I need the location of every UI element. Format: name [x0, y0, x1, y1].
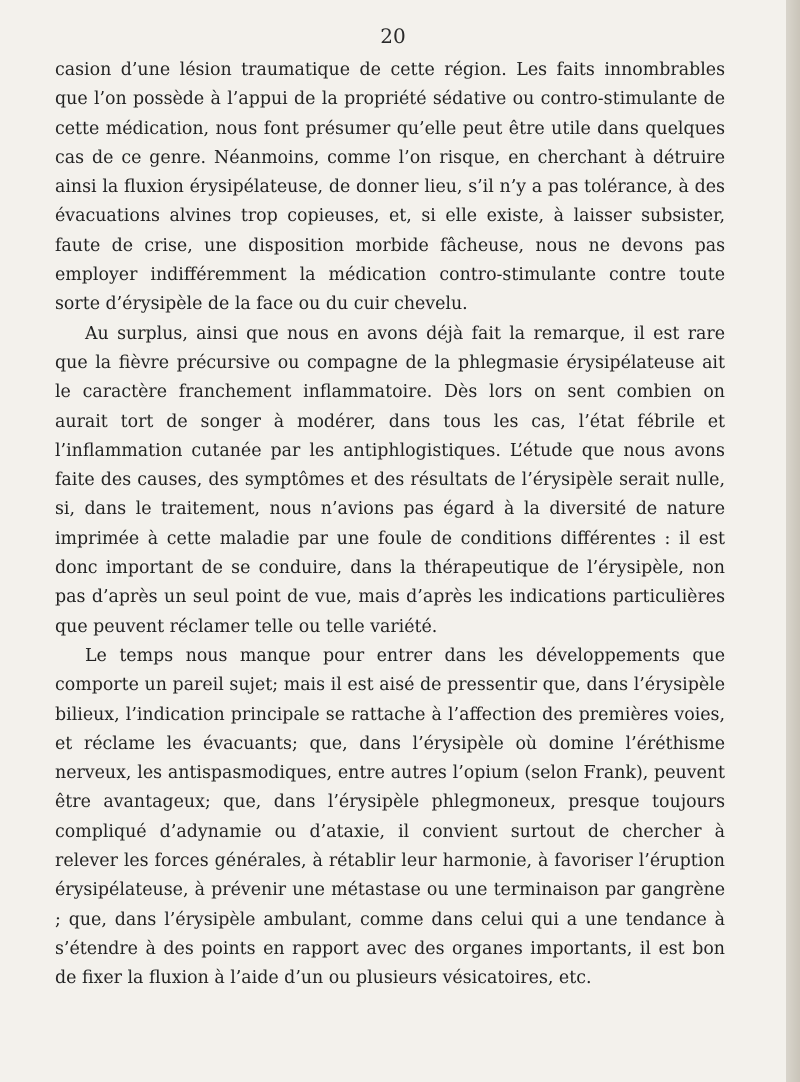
page-edge [786, 0, 800, 1082]
paragraph-1: casion d’une lésion traumatique de cette région. Les faits innombrables que l’on possède à l’appui de la propriété sédative ou contro-stimulante de cette médication, nous font présumer qu’elle peut être utile dans quelques cas de ce genre. Néanmoins, comme l’on risque, en cherchant à détruire ainsi la fluxion érysipélateuse, de donner lieu, s’il n’y a pas tolérance, à des évacuations alvines trop copieuses, et, si elle existe, à laisser subsister, faute de crise, une disposition morbide fâcheuse, nous ne devons pas employer indifféremment la médication contro-stimulante contre toute sorte d’érysipèle de la face ou du cuir chevelu. [55, 60, 725, 315]
paragraph-3: Le temps nous manque pour entrer dans les développements que comporte un pareil sujet; mais il est aisé de pressentir que, dans l’érysipèle bilieux, l’indication principale se rattache à l’affection des premières voies, et réclame les évacuants; que, dans l’érysipèle où domine l’éréthisme nerveux, les antispasmodiques, entre autres l’opium (selon Frank), peuvent être avantageux; que, dans l’érysipèle phlegmoneux, presque toujours compliqué d’adynamie ou d’ataxie, il convient surtout de chercher à relever les forces générales, à rétablir leur harmonie, à favoriser l’éruption érysipélateuse, à prévenir une métastase ou une terminaison par gangrène ; que, dans l’érysipèle ambulant, comme dans celui qui a une tendance à s’étendre à des points en rapport avec des organes importants, il est bon de fixer la fluxion à l’aide d’un ou plusieurs vésicatoires, etc. [55, 645, 725, 989]
body-text [55, 56, 725, 994]
page-number: 20 [380, 24, 406, 48]
paragraph-2: Au surplus, ainsi que nous en avons déjà fait la remarque, il est rare que la fièvre précursive ou compagne de la phlegmasie érysipélateuse ait le caractère franchement inflammatoire. Dès lors on sent combien on aurait tort de songer à modérer, dans tous les cas, l’état fébrile et l’inflammation cutanée par les antiphlogistiques. L’étude que nous avons faite des causes, des symptômes et des résultats de l’érysipèle serait nulle, si, dans le traitement, nous n’avions pas égard à la diversité de nature imprimée à cette maladie par une foule de conditions différentes : il est donc important de se conduire, dans la thérapeutique de l’érysipèle, non pas d’après un seul point de vue, mais d’après les indications particulières que peuvent réclamer telle ou telle variété. [55, 323, 725, 637]
